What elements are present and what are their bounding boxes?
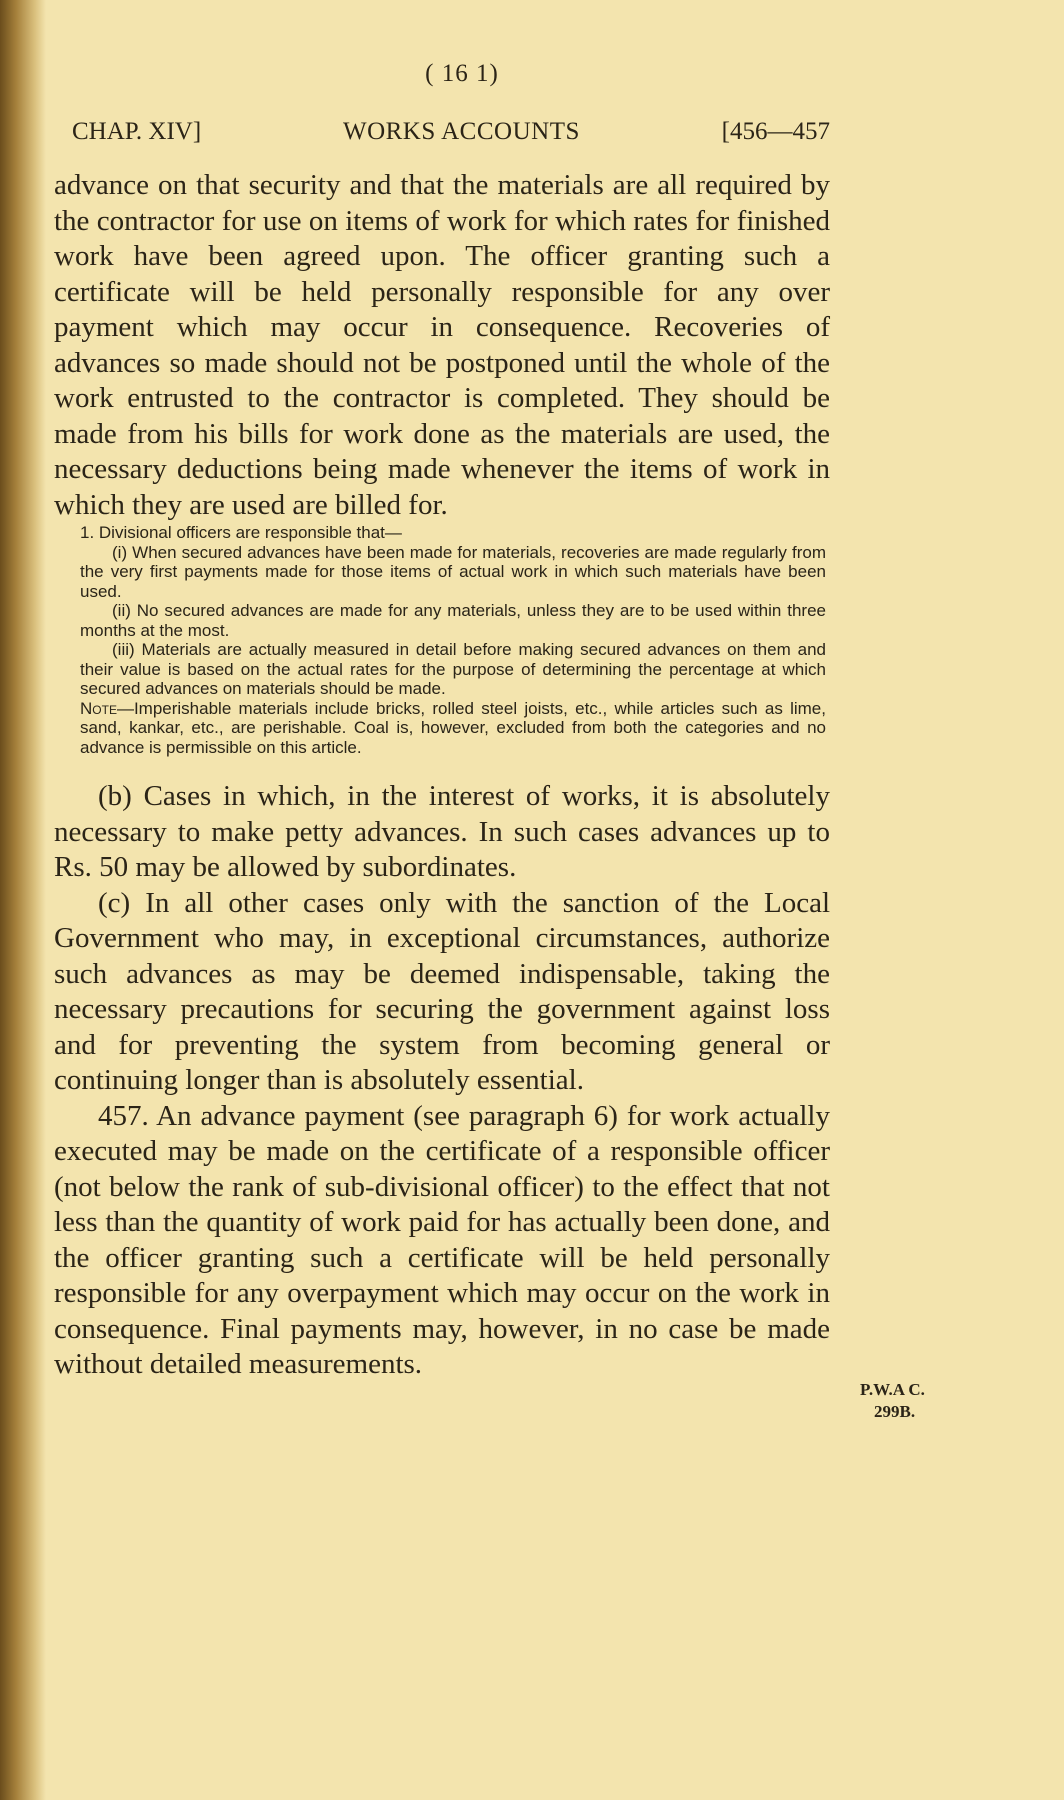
rule-item-iii: (iii) Materials are actually measured in detail before making secured advances on them and their value is based on the actual rates for the purpose of determining the percentage at which secured advances on materials should be made. — [80, 640, 826, 698]
note-label: Note — [80, 698, 117, 718]
page-number: ( 16 1) — [425, 60, 499, 87]
margin-reference — [860, 1379, 970, 1423]
margin-reference-line-1: P.W.A C. — [860, 1380, 925, 1399]
running-header — [54, 118, 830, 146]
book-spine-shadow — [0, 0, 46, 1800]
section-title: WORKS ACCOUNTS — [342, 118, 580, 145]
note-text: —Imperishable materials include bricks, rolled steel joists, etc., while articles such as lime, sand, kankar, etc., are perishable. Coal is, however, excluded from both the categories and no advance is permissible on this article. — [80, 698, 826, 757]
rule-item-ii: (ii) No secured advances are made for any materials, unless they are to be used within three months at the most. — [80, 601, 826, 640]
paragraph-457-text: An advance payment (see paragraph 6) for work actually executed may be made on the certificate of a responsible officer (not below the rank of sub-divisional officer) to the effect that not less than the quantity of work paid for has actually been done, and the officer granting such a certificate will be held personally responsible for any overpayment which may occur on the work in consequence. Final payments may, however, in no case be made without detailed measurements. — [54, 1099, 830, 1380]
paragraph-range: [456—457 — [721, 118, 830, 145]
page-content — [54, 60, 830, 1383]
rule-item-i: (i) When secured advances have been made for materials, recoveries are made regularly from the very first payments made for those items of actual work in which such materials have been used. — [80, 542, 826, 601]
note-paragraph — [80, 699, 826, 758]
chapter-label: CHAP. XIV] — [72, 118, 202, 145]
paragraph-457 — [54, 1099, 830, 1383]
paragraph-c: (c) In all other cases only with the sanction of the Local Government who may, in exceptional circumstances, authorize such advances as may be deemed indispensable, taking the necessary precautions for securing the government against loss and for preventing the system from becoming general or continuing longer than is absolutely essential. — [54, 886, 830, 1096]
main-text — [54, 168, 830, 523]
continuation-paragraph: advance on that security and that the materials are all required by the contractor for use on items of work for which rates for finished work have been agreed upon. The officer granting such a certificate will be held personally responsible for any over payment which may occur in consequence. Recoveries of advances so made should not be postponed until the whole of the work entrusted to the contractor is completed. They should be made from his bills for work done as the materials are used, the necessary deductions being made whenever the items of work in which they are used are billed for. — [54, 169, 830, 521]
rules-block — [54, 523, 830, 757]
main-text-continued — [54, 779, 830, 1383]
rule-1: 1. Divisional officers are responsible that— — [80, 523, 402, 542]
paragraph-b: (b) Cases in which, in the interest of works, it is absolutely necessary to make petty advances. In such cases advances up to Rs. 50 may be allowed by subordinates. — [54, 780, 830, 883]
margin-reference-line-2: 299B. — [874, 1402, 916, 1421]
paragraph-457-number: 457. — [98, 1099, 149, 1132]
